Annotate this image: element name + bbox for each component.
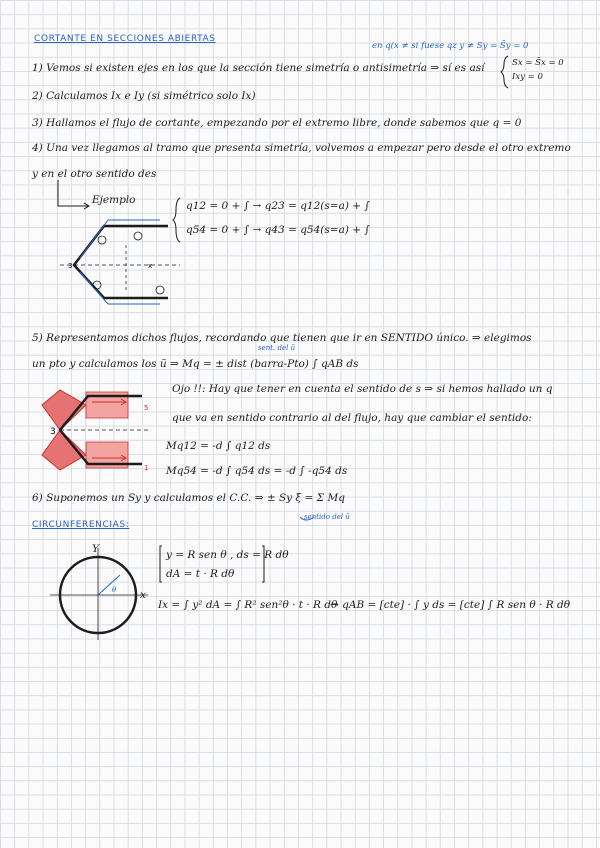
ejemplo-label: Ejemplo bbox=[92, 194, 136, 206]
step-5-line2: un pto y calculamos los ũ ⇒ Mq = ± dist (barra-Pto) ∫ qAB ds bbox=[32, 358, 359, 370]
ejemplo-eq1: q12 = 0 + ∫ → q23 = q12(s=a) + ∫ bbox=[186, 200, 370, 212]
circ-axis-x: x bbox=[140, 589, 146, 601]
node-1-step5: 1 bbox=[144, 464, 149, 472]
step6-annotation-curve bbox=[300, 517, 314, 520]
step-4: 4) Una vez llegamos al tramo que presenta simetría, volvemos a empezar pero desde el otro extremo bbox=[32, 142, 571, 154]
brace-top-2: Ixy = 0 bbox=[512, 72, 543, 82]
node-1 bbox=[134, 232, 142, 240]
circ-axis-y: Y bbox=[92, 543, 99, 555]
step-6-annotation: sentido del ũ bbox=[304, 513, 350, 521]
brace-top bbox=[501, 56, 508, 88]
circ-sys2: dA = t · R dθ bbox=[166, 568, 235, 580]
step-4-cont: y en el otro sentido des bbox=[32, 168, 157, 180]
page-title: CORTANTE EN SECCIONES ABIERTAS bbox=[34, 34, 216, 44]
ojo-line2: que va en sentido contrario al del flujo, hay que cambiar el sentido: bbox=[172, 412, 532, 424]
note-top: en q(x ≠ si fuese qz y ≠ Sy = S̄y = 0 bbox=[372, 41, 529, 51]
system-bracket-left bbox=[160, 546, 162, 582]
ejemplo-brace bbox=[173, 198, 180, 242]
step-2: 2) Calculamos Ix e Iy (si simétrico solo Ix) bbox=[32, 90, 256, 102]
node-3-label: 3 bbox=[68, 262, 73, 270]
circ-theta: θ bbox=[112, 586, 117, 594]
x-label: x bbox=[148, 262, 153, 270]
node-4 bbox=[93, 281, 101, 289]
node-5 bbox=[156, 286, 164, 294]
node-2 bbox=[98, 236, 106, 244]
circle-radius bbox=[98, 575, 120, 595]
system-bracket-right bbox=[262, 546, 264, 582]
circ-qab: → qAB = [cte] · ∫ y ds = [cte] ∫ R sen θ · R dθ bbox=[330, 599, 571, 611]
mq12-formula: Mq12 = -d ∫ q12 ds bbox=[166, 440, 271, 452]
ojo-line1: Ojo !!: Hay que tener en cuenta el sentido de s ⇒ si hemos hallado un q bbox=[172, 383, 553, 395]
node-3-step5: 3 bbox=[50, 427, 56, 437]
ejemplo-eq2: q54 = 0 + ∫ → q43 = q54(s=a) + ∫ bbox=[186, 224, 370, 236]
step-5-line1: 5) Representamos dichos flujos, recordando que tienen que ir en SENTIDO único. ⇒ elegimos bbox=[32, 332, 532, 344]
circ-sys1: y = R sen θ , ds = R dθ bbox=[166, 549, 289, 561]
brace-top-1: Sx = S̄x = 0 bbox=[512, 58, 564, 68]
node-5-step5: 5 bbox=[144, 404, 149, 412]
circ-ix: Ix = ∫ y² dA = ∫ R² sen²θ · t · R dθ bbox=[158, 599, 338, 611]
step-3: 3) Hallamos el flujo de cortante, empezando por el extremo libre, donde sabemos que q = 0 bbox=[32, 117, 522, 129]
step-1: 1) Vemos si existen ejes en los que la sección tiene simetría o antisimetría ⇒ sí es así bbox=[32, 62, 485, 74]
step-6: 6) Suponemos un Sy y calculamos el C.C. ⇒ ± Sy ξ = Σ Mq bbox=[32, 492, 345, 504]
mq54-formula: Mq54 = -d ∫ q54 ds = -d ∫ -q54 ds bbox=[166, 465, 348, 477]
circle-figure bbox=[50, 548, 148, 640]
step5-section-figure bbox=[42, 390, 150, 472]
circ-title: CIRCUNFERENCIAS: bbox=[32, 520, 130, 530]
open-section bbox=[74, 226, 168, 298]
ejemplo-section-figure bbox=[60, 220, 180, 304]
step-5-annotation: sent. del ũ bbox=[258, 344, 296, 352]
ejemplo-pointer bbox=[58, 180, 88, 206]
